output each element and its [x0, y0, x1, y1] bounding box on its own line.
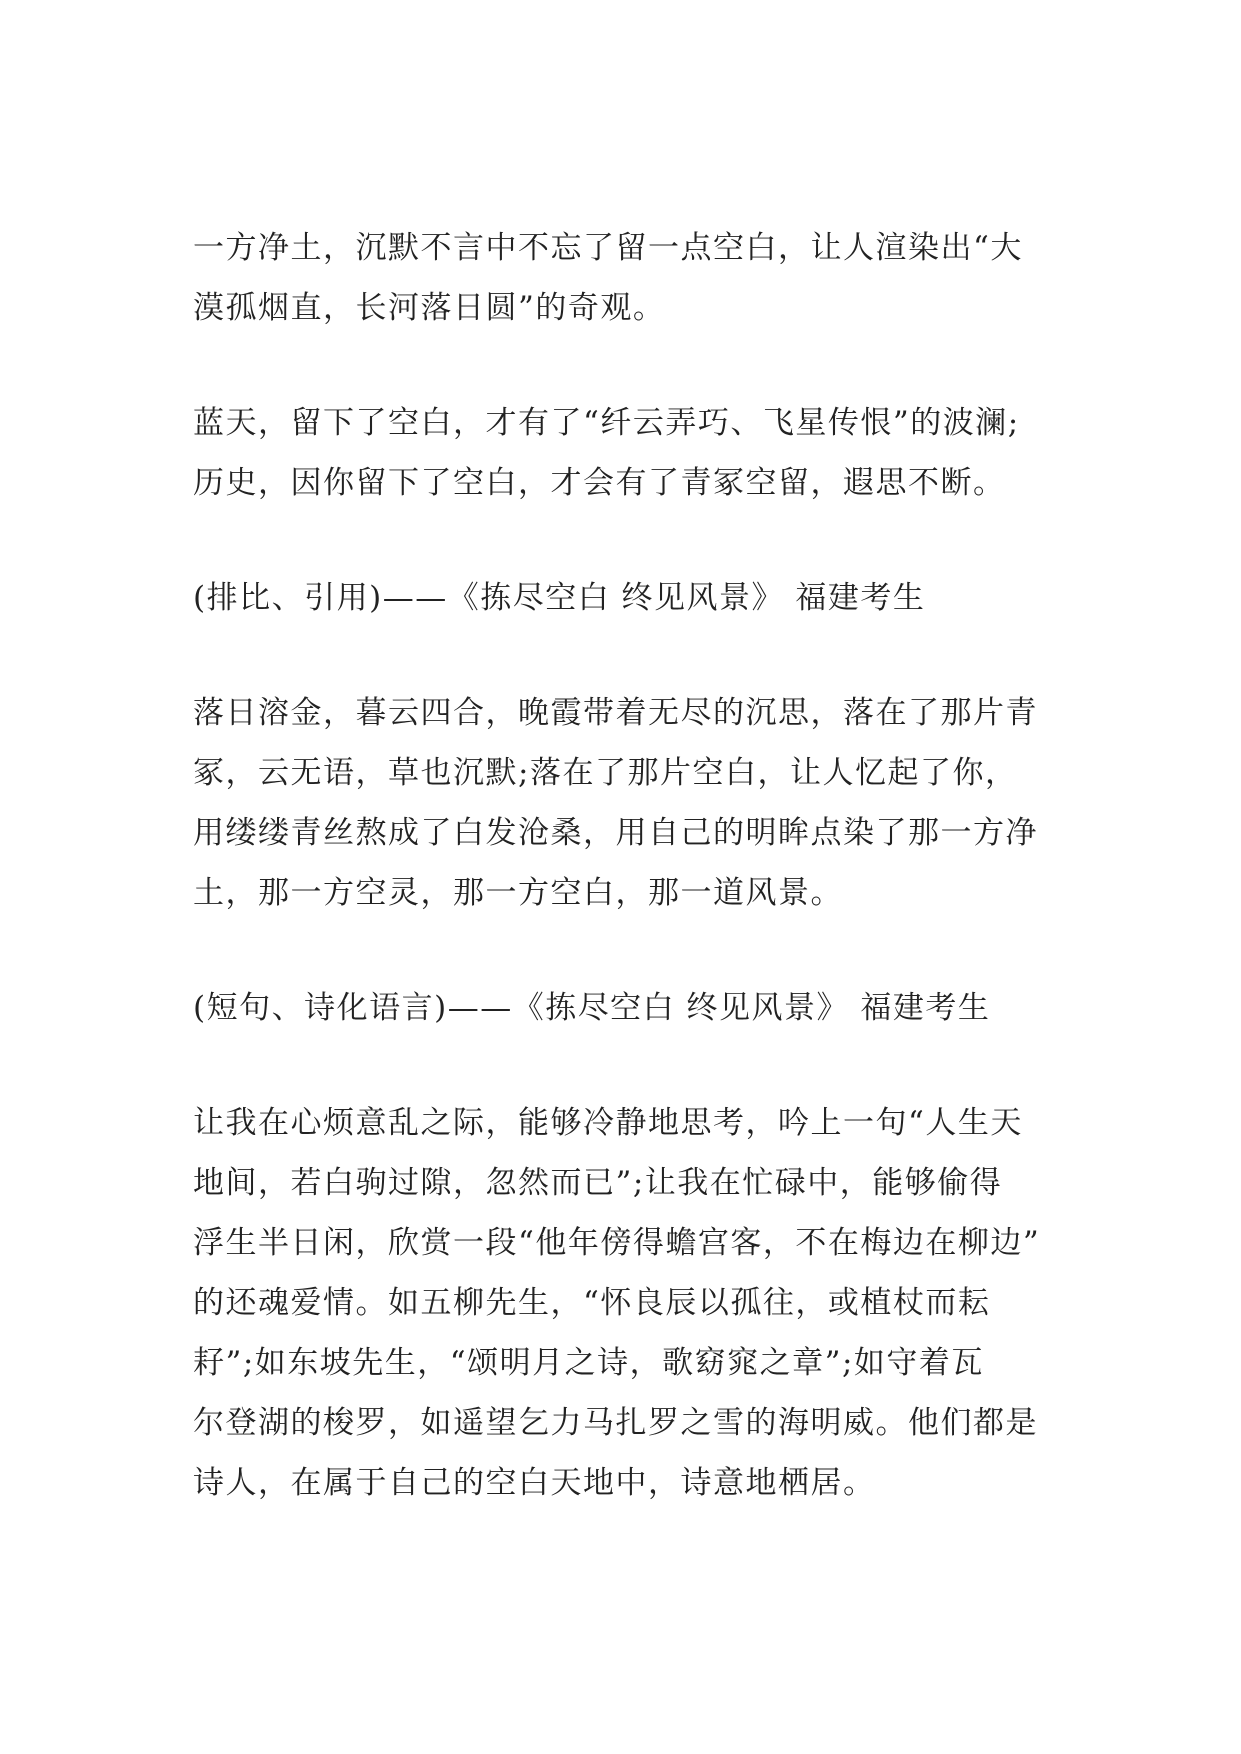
paragraph-line: 用缕缕青丝熬成了白发沧桑，用自己的明眸点染了那一方净: [193, 815, 1038, 851]
paragraph-line: 耔”;如东坡先生，“颂明月之诗，歌窈窕之章”;如守着瓦: [193, 1345, 984, 1381]
paragraph-2: [193, 393, 1073, 513]
paragraph-line: 诗人，在属于自己的空白天地中，诗意地栖居。: [193, 1465, 876, 1501]
paragraph-line: 历史，因你留下了空白，才会有了青冢空留，遐思不断。: [193, 465, 1006, 501]
paragraph-line: 地间，若白驹过隙，忽然而已”;让我在忙碌中，能够偷得: [193, 1165, 1003, 1201]
paragraph-line: 漠孤烟直，长河落日圆”的奇观。: [193, 290, 666, 326]
paragraph-line: 让我在心烦意乱之际，能够冷静地思考，吟上一句“人生天: [193, 1105, 1023, 1141]
attribution-1: (排比、引用)——《拣尽空白 终见风景》 福建考生: [193, 580, 926, 616]
paragraph-4: [193, 1093, 1073, 1513]
paragraph-line: 浮生半日闲，欣赏一段“他年傍得蟾宫客，不在梅边在柳边”: [193, 1225, 1041, 1261]
paragraph-line: 落日溶金，暮云四合，晚霞带着无尽的沉思，落在了那片青: [193, 695, 1038, 731]
paragraph-line: 冢，云无语，草也沉默;落在了那片空白，让人忆起了你，: [193, 755, 1018, 791]
paragraph-3: [193, 683, 1073, 923]
paragraph-line: 的还魂爱情。如五柳先生，“怀良辰以孤往，或植杖而耘: [193, 1285, 991, 1321]
paragraph-line: 土，那一方空灵，那一方空白，那一道风景。: [193, 875, 843, 911]
paragraph-line: 蓝天，留下了空白，才有了“纤云弄巧、飞星传恨”的波澜;: [193, 405, 1020, 441]
paragraph-line: 一方净土，沉默不言中不忘了留一点空白，让人渲染出“大: [193, 230, 1023, 266]
paragraph-line: 尔登湖的梭罗，如遥望乞力马扎罗之雪的海明威。他们都是: [193, 1405, 1038, 1441]
attribution-2: (短句、诗化语言)——《拣尽空白 终见风景》 福建考生: [193, 990, 991, 1026]
paragraph-1: [193, 218, 1073, 338]
document-body: [193, 218, 1073, 1568]
